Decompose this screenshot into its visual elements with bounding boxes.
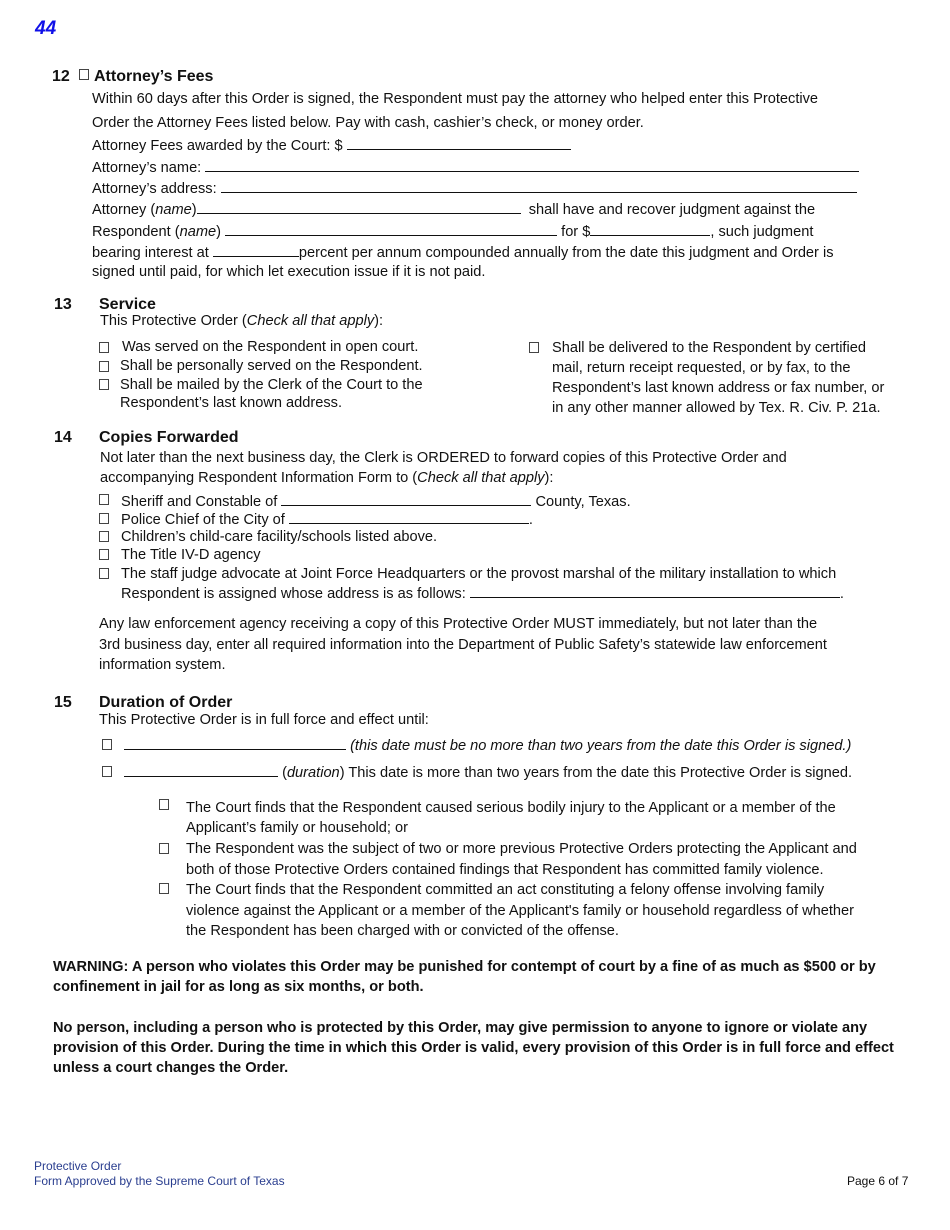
service-delivered-label-4: in any other manner allowed by Tex. R. Civ. P. 21a. xyxy=(552,400,881,416)
attorney-name-row xyxy=(92,158,859,176)
finding-injury-line-2: Applicant’s family or household; or xyxy=(186,820,408,836)
s14-intro-italic: Check all that apply xyxy=(417,470,545,486)
copies-sheriff-row xyxy=(121,492,631,510)
service-personally-checkbox[interactable] xyxy=(99,361,109,372)
attorney-fees-field[interactable] xyxy=(347,136,571,150)
section-12-checkbox[interactable] xyxy=(79,69,89,80)
attorney-address-row xyxy=(92,179,857,197)
s12-paragraph-line-1: Within 60 days after this Order is signed, the Respondent must pay the attorney who helped enter this Protective xyxy=(92,91,819,107)
law-enforcement-line-1: Any law enforcement agency receiving a copy of this Protective Order MUST immediately, but not later than the xyxy=(99,616,818,632)
copies-children-label: Children’s child-care facility/schools listed above. xyxy=(121,529,438,545)
attorney-address-label: Attorney’s address: xyxy=(92,181,217,197)
staff-period: . xyxy=(839,586,844,602)
police-period: . xyxy=(528,512,533,528)
respondent-prefix: Respondent ( xyxy=(92,224,180,240)
attorney-fees-label: Attorney Fees awarded by the Court: $ xyxy=(92,138,343,154)
interest-rate-field[interactable] xyxy=(213,243,299,257)
law-enforcement-line-2: 3rd business day, enter all required information into the Department of Public Safety’s statewide law enforcement xyxy=(99,637,827,653)
finding-felony-line-1: The Court finds that the Respondent committed an act constituting a felony offense involving family xyxy=(186,882,825,898)
law-enforcement-line-3: information system. xyxy=(99,657,226,673)
section-13-title: Service xyxy=(99,296,156,313)
service-personally-label: Shall be personally served on the Respondent. xyxy=(120,358,423,374)
end-date-note: (this date must be no more than two years from the date this Order is signed.) xyxy=(350,738,852,754)
copies-staff-judge-checkbox[interactable] xyxy=(99,568,109,579)
s13-intro-prefix: This Protective Order ( xyxy=(100,313,247,329)
section-15-title: Duration of Order xyxy=(99,694,233,711)
s14-intro-suffix: ): xyxy=(544,470,554,486)
service-mailed-label-2: Respondent’s last known address. xyxy=(120,395,343,411)
copies-police-checkbox[interactable] xyxy=(99,513,109,524)
duration-period-checkbox[interactable] xyxy=(102,766,112,777)
s13-intro-italic: Check all that apply xyxy=(246,313,375,329)
finding-previous-orders-line-1: The Respondent was the subject of two or more previous Protective Orders protecting the Applicant and xyxy=(186,841,857,857)
finding-injury-checkbox[interactable] xyxy=(159,799,169,810)
no-permission-warning: No person, including a person who is protected by this Order, may give permission to anyone to ignore or violate any provision of this Order. During the time in which this Order is valid, every provision of this Order is in full force and effect unless a court changes the Order. xyxy=(53,1020,894,1076)
attorney-judgment-row xyxy=(92,200,815,218)
judgment-amount-field[interactable] xyxy=(590,222,710,236)
attorney-close-paren: ) xyxy=(191,202,197,218)
respondent-name-word: name xyxy=(179,224,217,240)
bearing-interest-text: bearing interest at xyxy=(92,245,209,261)
attorney-fees-row xyxy=(92,136,571,154)
service-open-court-checkbox[interactable] xyxy=(99,342,109,353)
page-number: Page 6 of 7 xyxy=(847,1174,909,1188)
form-number: 44 xyxy=(35,18,57,39)
copies-sheriff-checkbox[interactable] xyxy=(99,494,109,505)
finding-felony-line-3: the Respondent has been charged with or convicted of the offense. xyxy=(186,923,619,939)
respondent-close-paren: ) xyxy=(216,224,222,240)
s12-paragraph-line-2: Order the Attorney Fees listed below. Pay with cash, cashier’s check, or money order. xyxy=(92,115,644,131)
copies-police-row xyxy=(121,510,533,528)
service-mailed-label-1: Shall be mailed by the Clerk of the Court to the xyxy=(120,377,423,393)
service-open-court-label: Was served on the Respondent in open court. xyxy=(122,339,419,355)
attorney-name-label: Attorney’s name: xyxy=(92,160,202,176)
s14-intro-prefix: accompanying Respondent Information Form to ( xyxy=(100,470,418,486)
percent-text: percent per annum compounded annually from the date this judgment and Order is xyxy=(298,245,834,261)
such-judgment-text: , such judgment xyxy=(710,224,814,240)
finding-previous-orders-line-2: both of those Protective Orders contained findings that Respondent has committed family violence. xyxy=(186,862,824,878)
s15-intro: This Protective Order is in full force and effect until: xyxy=(99,712,429,728)
finding-injury-line-1: The Court finds that the Respondent caused serious bodily injury to the Applicant or a member of the xyxy=(186,800,836,816)
contempt-warning: WARNING: A person who violates this Order may be punished for contempt of court by a fine of as much as $500 or by confinement in jail for as long as six months, or both. xyxy=(53,959,876,995)
service-delivered-label-1: Shall be delivered to the Respondent by certified xyxy=(552,340,866,356)
s13-intro xyxy=(100,313,383,329)
copies-staff-judge-label-2: Respondent is assigned whose address is as follows: xyxy=(121,586,466,602)
service-delivered-label-3: Respondent’s last known address or fax number, or xyxy=(552,380,885,396)
military-address-field[interactable] xyxy=(470,584,840,598)
duration-field[interactable] xyxy=(124,763,278,777)
attorney-address-field[interactable] xyxy=(221,179,857,193)
county-texas-text: County, Texas. xyxy=(535,494,631,510)
attorney-prefix: Attorney ( xyxy=(92,202,156,218)
copies-staff-judge-label-1: The staff judge advocate at Joint Force Headquarters or the provost marshal of the military installation to which xyxy=(121,566,837,582)
footer-form-name: Protective Order xyxy=(34,1159,122,1173)
footer-approval: Form Approved by the Supreme Court of Texas xyxy=(34,1174,285,1188)
section-14-title: Copies Forwarded xyxy=(99,429,239,446)
s13-intro-suffix: ): xyxy=(374,313,384,329)
finding-felony-line-2: violence against the Applicant or a member of the Applicant's family or household regardless of whether xyxy=(186,903,854,919)
end-date-field[interactable] xyxy=(124,736,346,750)
attorney-name-word: name xyxy=(155,202,192,218)
section-13-number: 13 xyxy=(54,296,72,313)
signed-until-paid-text: signed until paid, for which let execution issue if it is not paid. xyxy=(92,264,486,280)
city-field[interactable] xyxy=(289,510,529,524)
section-15-number: 15 xyxy=(54,694,72,711)
copies-sheriff-label: Sheriff and Constable of xyxy=(121,494,278,510)
section-14-number: 14 xyxy=(54,429,72,446)
s14-intro-line-1: Not later than the next business day, the Clerk is ORDERED to forward copies of this Protective Order and xyxy=(100,450,787,466)
respondent-judgment-row xyxy=(92,222,813,240)
respondent-name-field[interactable] xyxy=(225,222,557,236)
duration-text: This date is more than two years from the date this Protective Order is signed. xyxy=(348,765,853,781)
duration-period-row: (duration) This date is more than two years from the date this Protective Order is signed. xyxy=(124,763,852,781)
for-amount-label: for $ xyxy=(561,224,591,240)
copies-police-label: Police Chief of the City of xyxy=(121,512,285,528)
finding-previous-orders-checkbox[interactable] xyxy=(159,843,169,854)
interest-row xyxy=(92,243,834,261)
s14-intro-line-2 xyxy=(100,470,553,486)
attorney-judgment-name-field[interactable] xyxy=(197,200,521,214)
finding-felony-checkbox[interactable] xyxy=(159,883,169,894)
copies-title-ivd-checkbox[interactable] xyxy=(99,549,109,560)
section-12-number: 12 xyxy=(52,68,70,85)
county-field[interactable] xyxy=(281,492,531,506)
duration-word: duration xyxy=(286,765,340,781)
attorney-name-field[interactable] xyxy=(205,158,859,172)
copies-title-ivd-label: The Title IV-D agency xyxy=(121,547,261,563)
service-delivered-label-2: mail, return receipt requested, or by fax, to the xyxy=(552,360,851,376)
copies-children-checkbox[interactable] xyxy=(99,531,109,542)
section-12-title: Attorney’s Fees xyxy=(94,68,214,85)
service-delivered-checkbox[interactable] xyxy=(529,342,539,353)
duration-date-checkbox[interactable] xyxy=(102,739,112,750)
judgment-text: shall have and recover judgment against the xyxy=(528,202,816,218)
duration-date-row xyxy=(124,736,851,754)
copies-staff-judge-row-2 xyxy=(121,584,844,602)
service-mailed-checkbox[interactable] xyxy=(99,379,109,390)
